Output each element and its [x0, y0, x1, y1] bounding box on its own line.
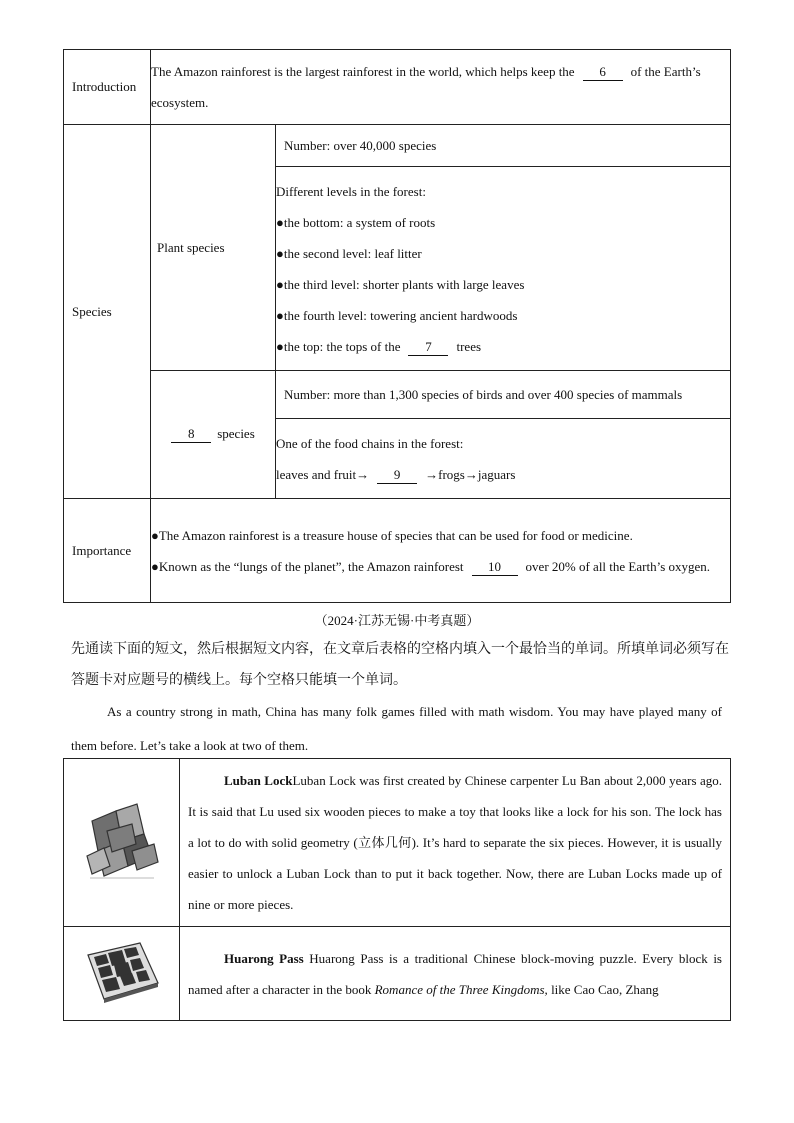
instructions: 先通读下面的短文，然后根据短文内容，在文章后表格的空格内填入一个最恰当的单词。所填单词必须写在答题卡对应题号的横线上。每个空格只能填一个单词。 [71, 642, 729, 688]
book-title: Romance of the Three Kingdoms, [374, 981, 548, 997]
level-item-top: ●the top: the tops of the 7 trees [276, 338, 482, 354]
animal-number-cell [276, 371, 731, 419]
species-label: Species [72, 303, 112, 319]
huarong-pass-title: Huarong Pass [224, 950, 304, 966]
source-line: （2024·江苏无锡·中考真题） [314, 613, 480, 628]
animal-label-cell [151, 371, 276, 499]
intro-text-pre: The Amazon rainforest is the largest rainforest in the world, which helps keep the [151, 64, 575, 79]
huarong-text-cell [180, 927, 731, 1021]
intro-label-cell [64, 50, 151, 125]
luban-lock-title: Luban Lock [224, 773, 293, 788]
plant-label: Plant species [157, 239, 225, 255]
intro-cell [151, 50, 731, 125]
food-chain-cell [276, 419, 731, 499]
importance-item-2: ●Known as the “lungs of the planet”, the Amazon rainforest 10 over 20% of all the Earth’s oxygen. [151, 558, 711, 574]
level-item: ●the fourth level: towering ancient hardwoods [276, 307, 518, 323]
plant-number-cell [276, 125, 731, 167]
species-label-cell [64, 125, 151, 499]
food-chain: leaves and fruit→ 9 →frogs→jaguars [276, 466, 516, 482]
food-chain-title: One of the food chains in the forest: [276, 435, 464, 451]
level-item: ●the second level: leaf litter [276, 245, 422, 261]
rainforest-table [63, 49, 731, 603]
blank-7[interactable]: 7 [408, 339, 448, 356]
levels-top-post: trees [456, 338, 482, 354]
levels-title: Different levels in the forest: [276, 183, 426, 199]
animal-number: Number: more than 1,300 species of birds and over 400 species of mammals [284, 386, 683, 402]
luban-lock-image-cell [64, 759, 180, 927]
importance-label: Importance [72, 542, 132, 558]
passage-intro: As a country strong in math, China has many folk games filled with math wisdom. You may have played many of them before. Let’s take a look at two of them. [71, 704, 722, 753]
blank-8[interactable]: 8 [171, 426, 211, 443]
luban-lock-image [82, 796, 162, 886]
huarong-image-cell [64, 927, 180, 1021]
intro-text-post: of the Earth’s ecosystem. [151, 64, 701, 110]
importance-cell [151, 499, 731, 603]
huarong-text-post: like Cao Cao, Zhang [547, 981, 659, 997]
huarong-text-pre: Huarong Pass is a traditional Chinese block-moving puzzle. Every block is named after a character in the book [188, 950, 722, 997]
intro-label: Introduction [72, 79, 137, 94]
luban-lock-text-cell [180, 759, 731, 927]
level-item: ●the bottom: a system of roots [276, 214, 436, 230]
blank-10[interactable]: 10 [472, 559, 518, 576]
levels-cell [276, 167, 731, 371]
level-item: ●the third level: shorter plants with large leaves [276, 276, 525, 292]
luban-lock-text: Luban Lock was first created by Chinese carpenter Lu Ban about 2,000 years ago. It is said that Lu used six wooden pieces to make a toy that looks like a lock for his son. The lock has a lot to do with solid geometry (立体几何). It’s hard to separate the six pieces. However, it is usually easier to unlock a Luban Lock than to put it back together. Now, there are Luban Locks made up of nine or more pieces. [188, 773, 722, 912]
importance-label-cell [64, 499, 151, 603]
blank-6[interactable]: 6 [583, 64, 623, 81]
animal-label-post: species [217, 426, 255, 441]
huarong-pass-image [82, 937, 162, 1007]
plant-label-cell [151, 125, 276, 371]
games-table [63, 758, 731, 1021]
plant-number: Number: over 40,000 species [284, 137, 437, 153]
importance-item: ●The Amazon rainforest is a treasure house of species that can be used for food or medicine. [151, 527, 633, 543]
blank-9[interactable]: 9 [377, 467, 417, 484]
